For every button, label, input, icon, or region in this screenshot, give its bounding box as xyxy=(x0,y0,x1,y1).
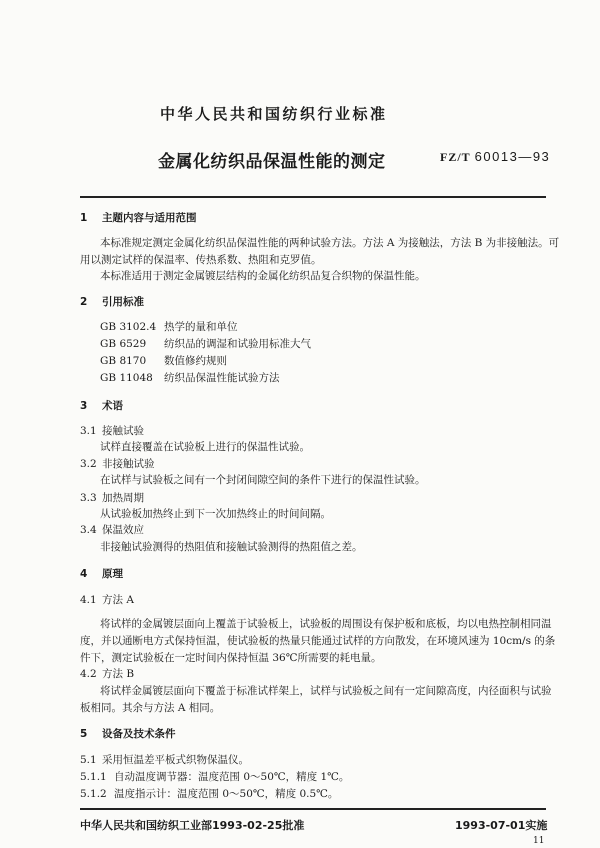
paragraph-line: 件下，测定试验板在一定时间内保持恒温 36℃所需要的耗电量。 xyxy=(80,652,382,664)
issuing-organization: 中华人民共和国纺织行业标准 xyxy=(160,105,388,123)
section-5-heading: 5 设备及技术条件 xyxy=(80,728,176,740)
method-a-heading: 4.1 方法 A xyxy=(80,594,134,606)
code-prefix: FZ/T xyxy=(440,150,471,164)
paragraph-line: 将试样金属镀层面向下覆盖于标准试样架上，试样与试验板之间有一定间隙高度，内径面积与试验 xyxy=(100,685,552,697)
term-definition: 非接触试验测得的热阻值和接触试验测得的热阻值之差。 xyxy=(100,541,363,553)
clause-item: 5.1 采用恒温差平板式织物保温仪。 xyxy=(80,754,249,766)
section-1-heading: 1 主题内容与适用范围 xyxy=(80,212,197,224)
code-number: 60013—93 xyxy=(474,149,551,164)
reference-item: GB 11048 纺织品保温性能试验方法 xyxy=(100,372,280,384)
method-b-heading: 4.2 方法 B xyxy=(80,668,135,680)
reference-item: GB 8170 数值修约规则 xyxy=(100,355,227,367)
term-definition: 试样直接覆盖在试验板上进行的保温性试验。 xyxy=(100,441,310,453)
paragraph-line: 本标准适用于测定金属镀层结构的金属化纺织品复合织物的保温性能。 xyxy=(100,270,426,282)
effective-date: 1993-07-01实施 xyxy=(455,819,548,832)
standard-code xyxy=(440,149,550,165)
term-heading: 3.2 非接触试验 xyxy=(80,458,155,470)
term-definition: 从试验板加热终止到下一次加热终止的时间间隔。 xyxy=(100,508,331,520)
section-4-heading: 4 原理 xyxy=(80,568,123,580)
section-2-heading: 2 引用标准 xyxy=(80,296,144,308)
paragraph-line: 用以测定试样的保温率、传热系数、热阻和克罗值。 xyxy=(80,254,322,266)
term-heading: 3.1 接触试验 xyxy=(80,425,144,437)
document-title: 金属化纺织品保温性能的测定 xyxy=(158,152,386,172)
term-heading: 3.4 保温效应 xyxy=(80,524,144,536)
reference-item: GB 6529 纺织品的调湿和试验用标准大气 xyxy=(100,338,311,350)
paragraph-line: 将试样的金属镀层面向上覆盖于试验板上，试验板的周围设有保护板和底板，均以电热控制相同温 xyxy=(100,618,552,630)
footer-rule xyxy=(80,808,546,810)
clause-item: 5.1.2 温度指示计：温度范围 0～50℃，精度 0.5℃。 xyxy=(80,788,339,800)
page-number: 11 xyxy=(533,836,545,846)
paragraph-line: 板相同。其余与方法 A 相同。 xyxy=(80,702,221,714)
paragraph-line: 度，并以通断电方式保持恒温，使试验板的热量只能通过试样的方向散发，在环境风速为 10cm/s 的条 xyxy=(80,635,556,647)
approval-line: 中华人民共和国纺织工业部1993-02-25批准 xyxy=(80,819,305,832)
paragraph-line: 本标准规定测定金属化纺织品保温性能的两种试验方法。方法 A 为接触法，方法 B 为非接触法。可 xyxy=(100,237,560,249)
clause-item: 5.1.1 自动温度调节器：温度范围 0～50℃，精度 1℃。 xyxy=(80,771,350,783)
section-3-heading: 3 术语 xyxy=(80,400,123,412)
term-heading: 3.3 加热周期 xyxy=(80,492,144,504)
header-rule xyxy=(80,196,546,198)
term-definition: 在试样与试验板之间有一个封闭间隙空间的条件下进行的保温性试验。 xyxy=(100,474,426,486)
reference-item: GB 3102.4 热学的量和单位 xyxy=(100,321,238,333)
